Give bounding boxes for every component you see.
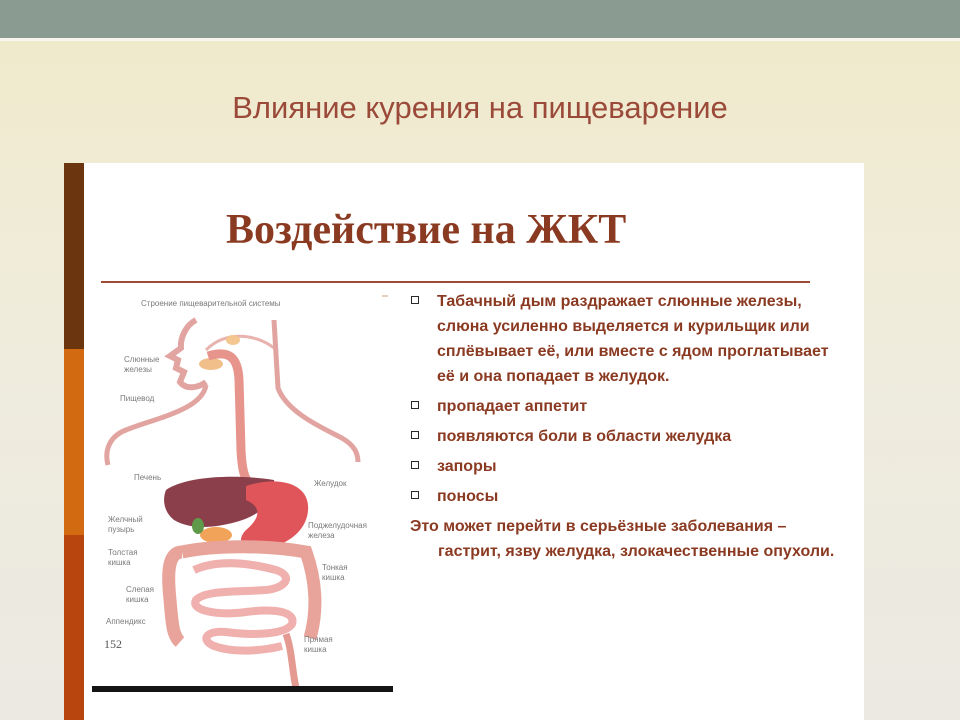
rectum-shape — [286, 634, 296, 688]
sidebar-segment-orange — [64, 349, 84, 535]
bullet-text: поносы — [437, 488, 499, 505]
page-number: 152 — [104, 637, 122, 651]
panel-sidebar — [64, 163, 84, 720]
label-gallbladder-2: пузырь — [108, 525, 135, 534]
label-large-intestine: Толстая — [108, 548, 138, 557]
label-small-intestine: Тонкая — [322, 563, 348, 572]
neck-shoulder-outline — [274, 320, 358, 462]
square-bullet-icon — [411, 431, 419, 439]
label-appendix: Аппендикс — [106, 617, 146, 626]
label-pancreas-2: железа — [308, 531, 335, 540]
label-pancreas: Поджелудочная — [308, 521, 367, 530]
slide-title: Влияние курения на пищеварение — [232, 90, 728, 125]
label-liver: Печень — [134, 473, 162, 482]
square-bullet-icon — [411, 461, 419, 469]
diagram-bottom-bar — [92, 686, 393, 692]
bullet-text: Табачный дым раздражает слюнные железы, слюна усиленно выделяется и курильщик или сплёвывает её, или вместе с ядом проглатывает её и она попадает в желудок. — [437, 293, 829, 385]
bullet-text: запоры — [437, 458, 497, 475]
bullet-item — [410, 424, 850, 449]
label-large-intestine-2: кишка — [108, 558, 131, 567]
diagram-caption: Строение пищеварительной системы — [141, 299, 281, 308]
label-cecum-2: кишка — [126, 595, 149, 604]
bullet-item — [410, 394, 850, 419]
small-intestine-shape — [194, 563, 293, 650]
sidebar-segment-dark — [64, 163, 84, 349]
label-small-intestine-2: кишка — [322, 573, 345, 582]
label-rectum-2: кишка — [304, 645, 327, 654]
label-esophagus: Пищевод — [120, 394, 155, 403]
bullet-text: появляются боли в области желудка — [437, 428, 732, 445]
conclusion-text: Это может перейти в серьёзные заболевания – гастрит, язву желудка, злокачественные опухоли. — [410, 518, 835, 560]
label-salivary-glands-2: железы — [124, 365, 152, 374]
square-bullet-icon — [411, 296, 419, 304]
square-bullet-icon — [411, 401, 419, 409]
label-salivary-glands: Слюнные — [124, 355, 160, 364]
esophagus-shape — [208, 354, 254, 490]
label-cecum: Слепая — [126, 585, 155, 594]
sidebar-segment-rust — [64, 535, 84, 720]
digestive-system-diagram — [96, 290, 396, 695]
panel-heading: Воздействие на ЖКТ — [226, 207, 627, 253]
heading-rule — [101, 281, 810, 283]
bullet-text: пропадает аппетит — [437, 398, 588, 415]
square-bullet-icon — [411, 491, 419, 499]
bullet-item — [410, 484, 850, 509]
label-gallbladder: Желчный — [108, 515, 143, 524]
top-bar — [0, 0, 960, 38]
gallbladder-shape — [192, 518, 204, 534]
bullet-item — [410, 289, 850, 389]
label-rectum: Прямая — [304, 635, 333, 644]
bullet-list — [410, 289, 850, 564]
head-outline — [170, 320, 206, 387]
bullet-item — [410, 454, 850, 479]
label-stomach: Желудок — [314, 479, 347, 488]
